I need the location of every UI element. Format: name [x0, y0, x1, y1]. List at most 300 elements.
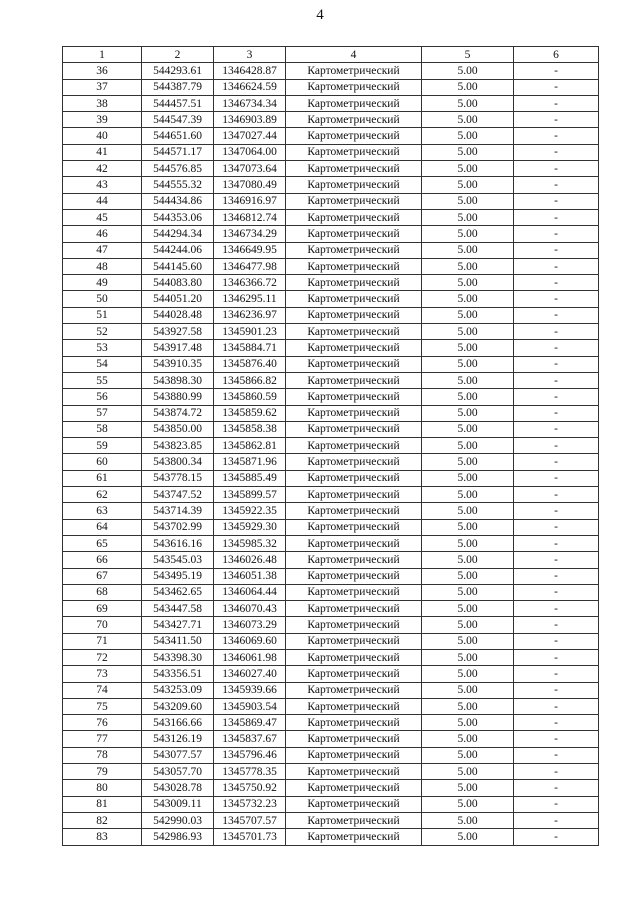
y-coordinate-cell: 1346916.97 — [214, 193, 286, 209]
table-row — [63, 340, 599, 356]
method-cell: Картометрический — [286, 568, 422, 584]
y-coordinate-cell: 1345732.23 — [214, 796, 286, 812]
point-number-cell: 63 — [63, 503, 142, 519]
method-cell: Картометрический — [286, 812, 422, 828]
note-cell: - — [514, 405, 599, 421]
method-cell: Картометрический — [286, 666, 422, 682]
y-coordinate-cell: 1346027.40 — [214, 666, 286, 682]
accuracy-cell: 5.00 — [422, 829, 514, 845]
accuracy-cell: 5.00 — [422, 405, 514, 421]
y-coordinate-cell: 1347080.49 — [214, 177, 286, 193]
method-cell: Картометрический — [286, 112, 422, 128]
note-cell: - — [514, 568, 599, 584]
y-coordinate-cell: 1347064.00 — [214, 144, 286, 160]
method-cell: Картометрический — [286, 780, 422, 796]
y-coordinate-cell: 1347073.64 — [214, 161, 286, 177]
point-number-cell: 40 — [63, 128, 142, 144]
table-row — [63, 568, 599, 584]
table-row — [63, 698, 599, 714]
note-cell: - — [514, 340, 599, 356]
note-cell: - — [514, 715, 599, 731]
y-coordinate-cell: 1345884.71 — [214, 340, 286, 356]
method-cell: Картометрический — [286, 584, 422, 600]
y-coordinate-cell: 1345939.66 — [214, 682, 286, 698]
accuracy-cell: 5.00 — [422, 389, 514, 405]
method-cell: Картометрический — [286, 209, 422, 225]
x-coordinate-cell: 543009.11 — [142, 796, 214, 812]
point-number-cell: 80 — [63, 780, 142, 796]
x-coordinate-cell: 543927.58 — [142, 324, 214, 340]
table-row — [63, 519, 599, 535]
x-coordinate-cell: 543880.99 — [142, 389, 214, 405]
table-row — [63, 470, 599, 486]
point-number-cell: 56 — [63, 389, 142, 405]
method-cell: Картометрический — [286, 275, 422, 291]
x-coordinate-cell: 544083.80 — [142, 275, 214, 291]
x-coordinate-cell: 543898.30 — [142, 372, 214, 388]
y-coordinate-cell: 1345922.35 — [214, 503, 286, 519]
point-number-cell: 59 — [63, 438, 142, 454]
method-cell: Картометрический — [286, 747, 422, 763]
accuracy-cell: 5.00 — [422, 193, 514, 209]
method-cell: Картометрический — [286, 324, 422, 340]
note-cell: - — [514, 829, 599, 845]
method-cell: Картометрический — [286, 372, 422, 388]
y-coordinate-cell: 1345750.92 — [214, 780, 286, 796]
note-cell: - — [514, 275, 599, 291]
point-number-cell: 53 — [63, 340, 142, 356]
method-cell: Картометрический — [286, 438, 422, 454]
note-cell: - — [514, 291, 599, 307]
point-number-cell: 49 — [63, 275, 142, 291]
table-row — [63, 324, 599, 340]
table-row — [63, 780, 599, 796]
note-cell: - — [514, 438, 599, 454]
accuracy-cell: 5.00 — [422, 438, 514, 454]
accuracy-cell: 5.00 — [422, 796, 514, 812]
accuracy-cell: 5.00 — [422, 291, 514, 307]
note-cell: - — [514, 193, 599, 209]
x-coordinate-cell: 543917.48 — [142, 340, 214, 356]
method-cell: Картометрический — [286, 405, 422, 421]
table-row — [63, 242, 599, 258]
y-coordinate-cell: 1346051.38 — [214, 568, 286, 584]
x-coordinate-cell: 543823.85 — [142, 438, 214, 454]
note-cell: - — [514, 617, 599, 633]
note-cell: - — [514, 128, 599, 144]
y-coordinate-cell: 1345701.73 — [214, 829, 286, 845]
x-coordinate-cell: 543462.65 — [142, 584, 214, 600]
method-cell: Картометрический — [286, 796, 422, 812]
table-row — [63, 209, 599, 225]
note-cell: - — [514, 747, 599, 763]
x-coordinate-cell: 544293.61 — [142, 63, 214, 79]
accuracy-cell: 5.00 — [422, 177, 514, 193]
method-cell: Картометрический — [286, 95, 422, 111]
table-row — [63, 95, 599, 111]
note-cell: - — [514, 470, 599, 486]
table-row — [63, 193, 599, 209]
note-cell: - — [514, 79, 599, 95]
note-cell: - — [514, 666, 599, 682]
point-number-cell: 73 — [63, 666, 142, 682]
method-cell: Картометрический — [286, 177, 422, 193]
x-coordinate-cell: 544434.86 — [142, 193, 214, 209]
y-coordinate-cell: 1346069.60 — [214, 633, 286, 649]
y-coordinate-cell: 1345876.40 — [214, 356, 286, 372]
note-cell: - — [514, 161, 599, 177]
point-number-cell: 55 — [63, 372, 142, 388]
accuracy-cell: 5.00 — [422, 715, 514, 731]
method-cell: Картометрический — [286, 226, 422, 242]
x-coordinate-cell: 543427.71 — [142, 617, 214, 633]
point-number-cell: 57 — [63, 405, 142, 421]
accuracy-cell: 5.00 — [422, 682, 514, 698]
x-coordinate-cell: 543411.50 — [142, 633, 214, 649]
point-number-cell: 44 — [63, 193, 142, 209]
method-cell: Картометрический — [286, 715, 422, 731]
note-cell: - — [514, 503, 599, 519]
point-number-cell: 68 — [63, 584, 142, 600]
table-row — [63, 796, 599, 812]
accuracy-cell: 5.00 — [422, 258, 514, 274]
y-coordinate-cell: 1345859.62 — [214, 405, 286, 421]
method-cell: Картометрический — [286, 242, 422, 258]
y-coordinate-cell: 1345869.47 — [214, 715, 286, 731]
method-cell: Картометрический — [286, 519, 422, 535]
y-coordinate-cell: 1347027.44 — [214, 128, 286, 144]
accuracy-cell: 5.00 — [422, 731, 514, 747]
point-number-cell: 66 — [63, 552, 142, 568]
note-cell: - — [514, 487, 599, 503]
accuracy-cell: 5.00 — [422, 128, 514, 144]
note-cell: - — [514, 324, 599, 340]
column-header: 1 — [63, 47, 142, 63]
point-number-cell: 45 — [63, 209, 142, 225]
point-number-cell: 64 — [63, 519, 142, 535]
y-coordinate-cell: 1345901.23 — [214, 324, 286, 340]
accuracy-cell: 5.00 — [422, 356, 514, 372]
method-cell: Картометрический — [286, 389, 422, 405]
x-coordinate-cell: 544145.60 — [142, 258, 214, 274]
y-coordinate-cell: 1345860.59 — [214, 389, 286, 405]
x-coordinate-cell: 543545.03 — [142, 552, 214, 568]
x-coordinate-cell: 543702.99 — [142, 519, 214, 535]
y-coordinate-cell: 1346812.74 — [214, 209, 286, 225]
note-cell: - — [514, 698, 599, 714]
note-cell: - — [514, 764, 599, 780]
method-cell: Картометрический — [286, 161, 422, 177]
column-header: 6 — [514, 47, 599, 63]
point-number-cell: 48 — [63, 258, 142, 274]
point-number-cell: 71 — [63, 633, 142, 649]
accuracy-cell: 5.00 — [422, 144, 514, 160]
table-row — [63, 275, 599, 291]
y-coordinate-cell: 1346070.43 — [214, 601, 286, 617]
point-number-cell: 69 — [63, 601, 142, 617]
y-coordinate-cell: 1346236.97 — [214, 307, 286, 323]
note-cell: - — [514, 796, 599, 812]
method-cell: Картометрический — [286, 307, 422, 323]
method-cell: Картометрический — [286, 649, 422, 665]
note-cell: - — [514, 454, 599, 470]
accuracy-cell: 5.00 — [422, 63, 514, 79]
note-cell: - — [514, 601, 599, 617]
x-coordinate-cell: 544547.39 — [142, 112, 214, 128]
note-cell: - — [514, 258, 599, 274]
table-row — [63, 112, 599, 128]
table-row — [63, 666, 599, 682]
method-cell: Картометрический — [286, 682, 422, 698]
note-cell: - — [514, 421, 599, 437]
method-cell: Картометрический — [286, 764, 422, 780]
accuracy-cell: 5.00 — [422, 747, 514, 763]
x-coordinate-cell: 543447.58 — [142, 601, 214, 617]
table-row — [63, 649, 599, 665]
point-number-cell: 75 — [63, 698, 142, 714]
point-number-cell: 50 — [63, 291, 142, 307]
point-number-cell: 36 — [63, 63, 142, 79]
table-row — [63, 617, 599, 633]
note-cell: - — [514, 226, 599, 242]
x-coordinate-cell: 544294.34 — [142, 226, 214, 242]
point-number-cell: 78 — [63, 747, 142, 763]
table-header — [63, 47, 599, 63]
x-coordinate-cell: 543398.30 — [142, 649, 214, 665]
point-number-cell: 51 — [63, 307, 142, 323]
y-coordinate-cell: 1345707.57 — [214, 812, 286, 828]
accuracy-cell: 5.00 — [422, 161, 514, 177]
point-number-cell: 58 — [63, 421, 142, 437]
table-row — [63, 715, 599, 731]
table-row — [63, 812, 599, 828]
x-coordinate-cell: 544387.79 — [142, 79, 214, 95]
note-cell: - — [514, 307, 599, 323]
point-number-cell: 60 — [63, 454, 142, 470]
table-row — [63, 258, 599, 274]
x-coordinate-cell: 544028.48 — [142, 307, 214, 323]
table-row — [63, 747, 599, 763]
point-number-cell: 54 — [63, 356, 142, 372]
x-coordinate-cell: 544651.60 — [142, 128, 214, 144]
table-row — [63, 731, 599, 747]
method-cell: Картометрический — [286, 633, 422, 649]
accuracy-cell: 5.00 — [422, 95, 514, 111]
x-coordinate-cell: 543253.09 — [142, 682, 214, 698]
x-coordinate-cell: 543850.00 — [142, 421, 214, 437]
table-row — [63, 584, 599, 600]
note-cell: - — [514, 649, 599, 665]
y-coordinate-cell: 1346903.89 — [214, 112, 286, 128]
x-coordinate-cell: 543778.15 — [142, 470, 214, 486]
x-coordinate-cell: 544051.20 — [142, 291, 214, 307]
y-coordinate-cell: 1345858.38 — [214, 421, 286, 437]
note-cell: - — [514, 177, 599, 193]
accuracy-cell: 5.00 — [422, 503, 514, 519]
table-row — [63, 128, 599, 144]
accuracy-cell: 5.00 — [422, 780, 514, 796]
point-number-cell: 41 — [63, 144, 142, 160]
table-body — [63, 63, 599, 845]
y-coordinate-cell: 1346061.98 — [214, 649, 286, 665]
accuracy-cell: 5.00 — [422, 275, 514, 291]
point-number-cell: 76 — [63, 715, 142, 731]
method-cell: Картометрический — [286, 503, 422, 519]
table-row — [63, 682, 599, 698]
accuracy-cell: 5.00 — [422, 421, 514, 437]
method-cell: Картометрический — [286, 470, 422, 486]
method-cell: Картометрический — [286, 340, 422, 356]
table-row — [63, 405, 599, 421]
y-coordinate-cell: 1345866.82 — [214, 372, 286, 388]
method-cell: Картометрический — [286, 144, 422, 160]
point-number-cell: 47 — [63, 242, 142, 258]
accuracy-cell: 5.00 — [422, 470, 514, 486]
point-number-cell: 65 — [63, 535, 142, 551]
accuracy-cell: 5.00 — [422, 519, 514, 535]
table-row — [63, 438, 599, 454]
note-cell: - — [514, 112, 599, 128]
note-cell: - — [514, 780, 599, 796]
y-coordinate-cell: 1346366.72 — [214, 275, 286, 291]
y-coordinate-cell: 1345985.32 — [214, 535, 286, 551]
table-row — [63, 144, 599, 160]
note-cell: - — [514, 812, 599, 828]
accuracy-cell: 5.00 — [422, 601, 514, 617]
accuracy-cell: 5.00 — [422, 568, 514, 584]
table-row — [63, 372, 599, 388]
point-number-cell: 43 — [63, 177, 142, 193]
accuracy-cell: 5.00 — [422, 666, 514, 682]
point-number-cell: 52 — [63, 324, 142, 340]
note-cell: - — [514, 682, 599, 698]
x-coordinate-cell: 542986.93 — [142, 829, 214, 845]
point-number-cell: 62 — [63, 487, 142, 503]
table-row — [63, 535, 599, 551]
y-coordinate-cell: 1346026.48 — [214, 552, 286, 568]
accuracy-cell: 5.00 — [422, 649, 514, 665]
y-coordinate-cell: 1345862.81 — [214, 438, 286, 454]
table-row — [63, 421, 599, 437]
method-cell: Картометрический — [286, 487, 422, 503]
column-header: 5 — [422, 47, 514, 63]
accuracy-cell: 5.00 — [422, 209, 514, 225]
point-number-cell: 42 — [63, 161, 142, 177]
method-cell: Картометрический — [286, 601, 422, 617]
x-coordinate-cell: 544555.32 — [142, 177, 214, 193]
y-coordinate-cell: 1346477.98 — [214, 258, 286, 274]
y-coordinate-cell: 1345778.35 — [214, 764, 286, 780]
table-row — [63, 601, 599, 617]
method-cell: Картометрический — [286, 63, 422, 79]
table-row — [63, 389, 599, 405]
coordinates-table — [62, 46, 599, 846]
accuracy-cell: 5.00 — [422, 617, 514, 633]
note-cell: - — [514, 144, 599, 160]
table-row — [63, 307, 599, 323]
y-coordinate-cell: 1346734.29 — [214, 226, 286, 242]
table-row — [63, 291, 599, 307]
y-coordinate-cell: 1345929.30 — [214, 519, 286, 535]
y-coordinate-cell: 1346734.34 — [214, 95, 286, 111]
table-row — [63, 503, 599, 519]
accuracy-cell: 5.00 — [422, 226, 514, 242]
y-coordinate-cell: 1345903.54 — [214, 698, 286, 714]
x-coordinate-cell: 543209.60 — [142, 698, 214, 714]
y-coordinate-cell: 1346624.59 — [214, 79, 286, 95]
point-number-cell: 77 — [63, 731, 142, 747]
method-cell: Картометрический — [286, 79, 422, 95]
note-cell: - — [514, 552, 599, 568]
x-coordinate-cell: 543714.39 — [142, 503, 214, 519]
method-cell: Картометрический — [286, 454, 422, 470]
y-coordinate-cell: 1346064.44 — [214, 584, 286, 600]
note-cell: - — [514, 242, 599, 258]
table-row — [63, 161, 599, 177]
point-number-cell: 83 — [63, 829, 142, 845]
column-header: 2 — [142, 47, 214, 63]
method-cell: Картометрический — [286, 829, 422, 845]
note-cell: - — [514, 209, 599, 225]
page-number: 4 — [316, 7, 324, 23]
x-coordinate-cell: 543166.66 — [142, 715, 214, 731]
point-number-cell: 82 — [63, 812, 142, 828]
method-cell: Картометрический — [286, 291, 422, 307]
accuracy-cell: 5.00 — [422, 454, 514, 470]
table-row — [63, 79, 599, 95]
y-coordinate-cell: 1345899.57 — [214, 487, 286, 503]
x-coordinate-cell: 544576.85 — [142, 161, 214, 177]
table-row — [63, 226, 599, 242]
point-number-cell: 74 — [63, 682, 142, 698]
point-number-cell: 37 — [63, 79, 142, 95]
x-coordinate-cell: 543057.70 — [142, 764, 214, 780]
x-coordinate-cell: 543910.35 — [142, 356, 214, 372]
accuracy-cell: 5.00 — [422, 112, 514, 128]
accuracy-cell: 5.00 — [422, 584, 514, 600]
x-coordinate-cell: 543028.78 — [142, 780, 214, 796]
note-cell: - — [514, 356, 599, 372]
x-coordinate-cell: 543616.16 — [142, 535, 214, 551]
y-coordinate-cell: 1346428.87 — [214, 63, 286, 79]
point-number-cell: 70 — [63, 617, 142, 633]
y-coordinate-cell: 1346073.29 — [214, 617, 286, 633]
header-row — [63, 47, 599, 63]
accuracy-cell: 5.00 — [422, 487, 514, 503]
y-coordinate-cell: 1346649.95 — [214, 242, 286, 258]
x-coordinate-cell: 543747.52 — [142, 487, 214, 503]
note-cell: - — [514, 584, 599, 600]
y-coordinate-cell: 1345796.46 — [214, 747, 286, 763]
y-coordinate-cell: 1345871.96 — [214, 454, 286, 470]
accuracy-cell: 5.00 — [422, 372, 514, 388]
note-cell: - — [514, 63, 599, 79]
note-cell: - — [514, 535, 599, 551]
accuracy-cell: 5.00 — [422, 812, 514, 828]
method-cell: Картометрический — [286, 731, 422, 747]
method-cell: Картометрический — [286, 356, 422, 372]
table-row — [63, 177, 599, 193]
accuracy-cell: 5.00 — [422, 552, 514, 568]
note-cell: - — [514, 633, 599, 649]
point-number-cell: 79 — [63, 764, 142, 780]
method-cell: Картометрический — [286, 552, 422, 568]
accuracy-cell: 5.00 — [422, 242, 514, 258]
note-cell: - — [514, 519, 599, 535]
x-coordinate-cell: 543356.51 — [142, 666, 214, 682]
accuracy-cell: 5.00 — [422, 340, 514, 356]
y-coordinate-cell: 1345885.49 — [214, 470, 286, 486]
